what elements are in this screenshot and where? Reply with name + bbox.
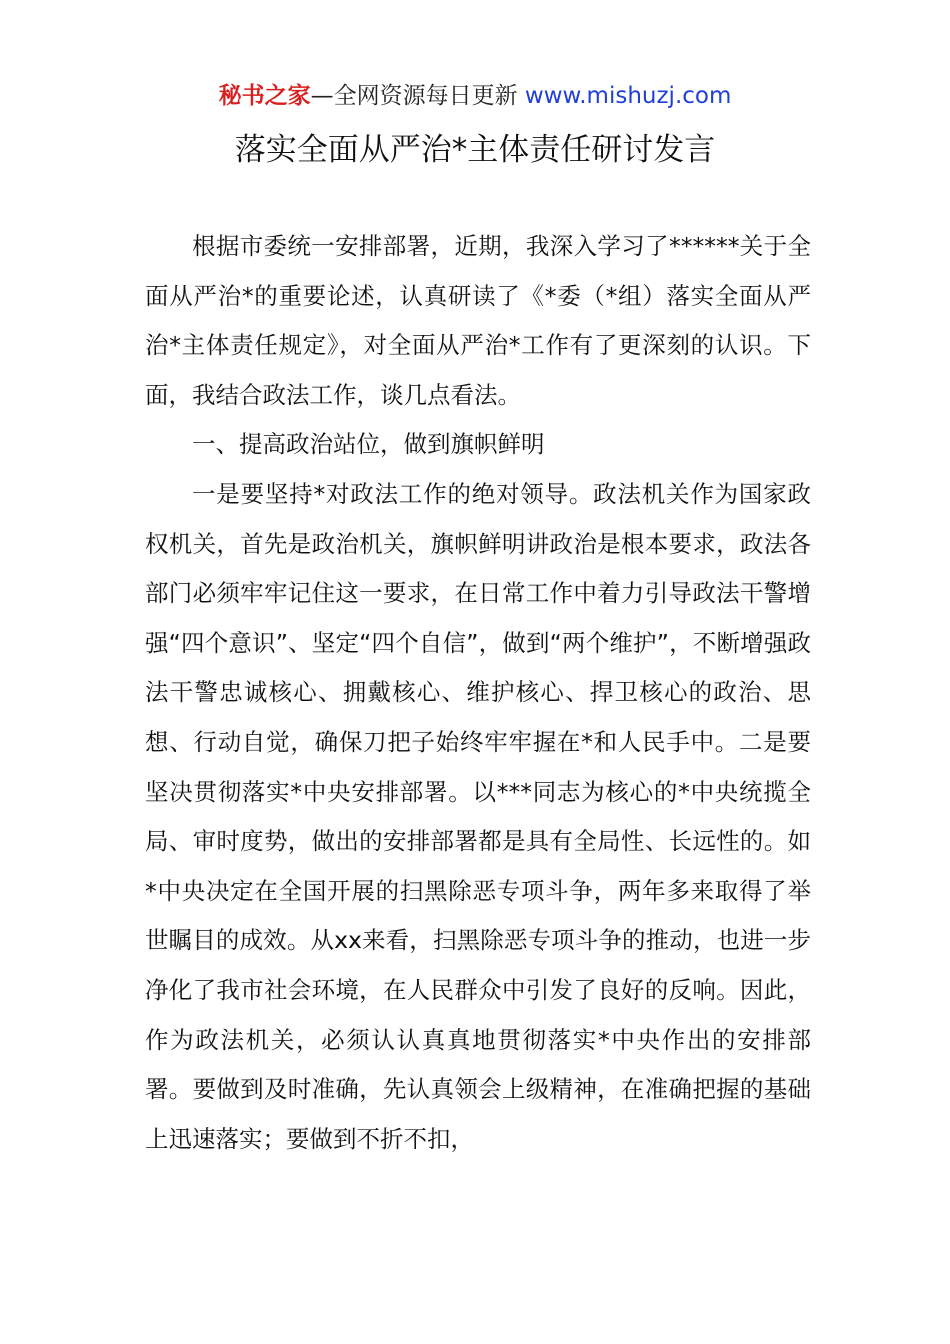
document-body [145,222,811,1164]
site-url-link[interactable]: www.mishuzj.com [524,83,732,109]
site-brand: 秘书之家 [218,83,311,109]
intro-paragraph: 根据市委统一安排部署，近期，我深入学习了******关于全面从严治*的重要论述，认真研读了《*委（*组）落实全面从严治*主体责任规定》，对全面从严治*工作有了更深刻的认识。下面，我结合政法工作，谈几点看法。 [145,232,811,409]
site-tagline: —全网资源每日更新 [310,83,518,109]
body-paragraph: 一是要坚持*对政法工作的绝对领导。政法机关作为国家政权机关，首先是政治机关，旗帜鲜明讲政治是根本要求，政法各部门必须牢牢记住这一要求，在日常工作中着力引导政法干警增强“四个意识”、坚定“四个自信”，做到“两个维护”，不断增强政法干警忠诚核心、拥戴核心、维护核心、捍卫核心的政治、思想、行动自觉，确保刀把子始终牢牢握在*和人民手中。二是要坚决贯彻落实*中央安排部署。以***同志为核心的*中央统揽全局、审时度势，做出的安排部署都是具有全局性、长远性的。如*中央决定在全国开展的扫黑除恶专项斗争，两年多来取得了举世瞩目的成效。从xx来看，扫黑除恶专项斗争的推动，也进一步净化了我市社会环境，在人民群众中引发了良好的反响。因此，作为政法机关，必须认认真真地贯彻落实*中央作出的安排部署。要做到及时准确，先认真领会上级精神，在准确把握的基础上迅速落实；要做到不折不扣， [145,479,811,1153]
document-title: 落实全面从严治*主体责任研讨发言 [234,132,716,168]
section-heading-1: 一、提高政治站位，做到旗帜鲜明 [192,430,545,459]
site-header [0,80,950,112]
